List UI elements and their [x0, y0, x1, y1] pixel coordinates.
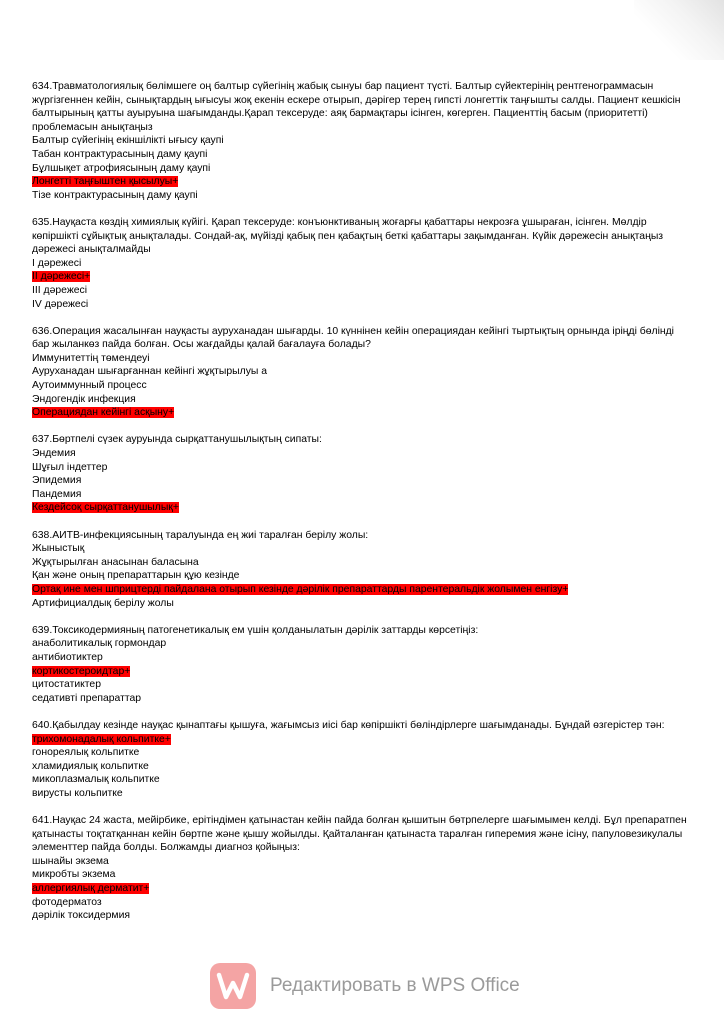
correct-answer-highlight: Ортақ ине мен шприцтерді пайдалана отырып кезінде дәрілік препараттарды парентеральдік жолымен енгізу+ — [32, 583, 569, 595]
answer-option-text: цитостатиктер — [32, 679, 101, 691]
answer-option — [32, 868, 692, 882]
answer-option-text: Иммунитеттің төмендеуі — [32, 352, 150, 364]
question-text: 639.Токсикодермияның патогенетикалық ем үшін қолданылатын дәрілік заттарды көрсетіңіз: — [32, 624, 479, 636]
answer-option — [32, 488, 692, 502]
answer-option — [32, 162, 692, 176]
answer-option-text: Балтыр сүйегінің екіншілікті ығысу қаупі — [32, 135, 224, 147]
answer-option-text: Бұлшықет атрофиясының даму қаупі — [32, 162, 211, 174]
answer-option — [32, 787, 692, 801]
answer-option-text: Тізе контрактурасының даму қаупі — [32, 189, 198, 201]
answer-option — [32, 461, 692, 475]
answer-option-text: Эпидемия — [32, 475, 82, 487]
answer-option-text: антибиотиктер — [32, 651, 103, 663]
question-text: 635.Науқаста көздің химиялық күйігі. Қарап тексеруде: конъюнктиваның жоғарғы қабаттары некрозға ұшыраған, ісінген. Мөлдір көпіршікті сұйықтық анықталады. Сондай-ақ, мүйізді қабық пен қабақтың беткі қабаттары зақымданған. Күйік дәрежесін анықтаңыз — [32, 216, 664, 242]
answer-option-text: седативті препараттар — [32, 692, 142, 704]
question-text: 637.Бөртпелі сүзек ауруында сырқаттанушылықтың сипаты: — [32, 434, 322, 446]
answer-option — [32, 189, 692, 203]
answer-option-text: Табан контрактурасының даму қаупі — [32, 148, 208, 160]
answer-option — [32, 474, 692, 488]
answer-option — [32, 257, 692, 271]
answer-option — [32, 637, 692, 651]
correct-answer-option — [32, 882, 692, 896]
answer-option-text: Ауруханадан шығарғаннан кейінгі жұқтырылуы а — [32, 366, 268, 378]
question-641 — [32, 814, 692, 923]
answer-option-text: микробты экзема — [32, 869, 116, 881]
answer-option — [32, 773, 692, 787]
answer-option-text: Қан және оның препараттарын құю кезінде — [32, 570, 240, 582]
correct-answer-highlight: аллергиялық дерматит+ — [32, 883, 150, 895]
answer-option-text: дәрілік токсидермия — [32, 910, 131, 922]
correct-answer-highlight: Кездейсоқ сырқаттанушылық+ — [32, 502, 179, 514]
answer-option — [32, 542, 692, 556]
answer-option-text: Артифициалдық берілу жолы — [32, 597, 174, 609]
answer-option-text: Эндемия — [32, 448, 76, 460]
answer-option — [32, 569, 692, 583]
correct-answer-option — [32, 270, 692, 284]
answer-option — [32, 678, 692, 692]
answer-option — [32, 651, 692, 665]
answer-option — [32, 134, 692, 148]
question-text: 640.Қабылдау кезінде науқас қынаптағы қышуға, жағымсыз иісі бар көпіршікті бөліндірлерге шағымданады. Бұндай өзгерістер тән: — [32, 719, 665, 731]
document-body — [32, 80, 692, 936]
answer-option — [32, 896, 692, 910]
correct-answer-highlight: Лонгетті таңғыштен қысылуы+ — [32, 176, 179, 188]
correct-answer-option — [32, 175, 692, 189]
question-text: 638.АИТВ-инфекциясының таралуында ең жиі таралған берілу жолы: — [32, 529, 369, 541]
answer-option — [32, 365, 692, 379]
answer-option-text: шынайы экзема — [32, 855, 109, 867]
correct-answer-highlight: II дәрежесі+ — [32, 271, 91, 283]
answer-option-text: вирусты кольпитке — [32, 787, 123, 799]
answer-option-text: Аутоиммунный процесс — [32, 380, 147, 392]
wps-edit-link[interactable]: Редактировать в WPS Office — [270, 975, 520, 996]
page-corner-shadow — [634, 0, 724, 60]
correct-answer-highlight: кортикостероидтар+ — [32, 665, 131, 677]
question-text: 641.Науқас 24 жаста, мейірбике, ерітіндімен қатынастан кейін пайда болған қышитын бөтрпелерге шағымымен келді. Бұл препаратпен қатынасты тоқтатқаннан кейін бөртпе және қышу жойылды. Қайталанған қатынаста таралған гиперемия және ісіну, папуловезикулалы элементтер пайда болды. Болжамды диагноз қойыңыз: — [32, 815, 687, 854]
answer-option-text: фотодерматоз — [32, 896, 102, 908]
answer-option-text: Жыныстық — [32, 543, 85, 555]
correct-answer-option — [32, 665, 692, 679]
answer-option — [32, 298, 692, 312]
answer-option-text: IV дәрежесі — [32, 298, 89, 310]
answer-option — [32, 379, 692, 393]
correct-answer-highlight: Операциядан кейінгі асқыну+ — [32, 407, 175, 419]
answer-option — [32, 352, 692, 366]
question-636 — [32, 325, 692, 420]
answer-option — [32, 597, 692, 611]
answer-option — [32, 556, 692, 570]
answer-option-text: Шұғыл індеттер — [32, 461, 108, 473]
answer-option-text: гонореялық кольпитке — [32, 747, 140, 759]
question-638 — [32, 529, 692, 611]
correct-answer-option — [32, 501, 692, 515]
answer-option-text: III дәрежесі — [32, 284, 88, 296]
answer-option-text: анаболитикалық гормондар — [32, 638, 167, 650]
question-639 — [32, 624, 692, 706]
wps-edit-banner[interactable] — [210, 962, 540, 1010]
correct-answer-option — [32, 583, 692, 597]
question-640 — [32, 719, 692, 801]
answer-option — [32, 692, 692, 706]
answer-option-text: I дәрежесі — [32, 257, 82, 269]
answer-option — [32, 855, 692, 869]
answer-option — [32, 243, 692, 257]
answer-option-text: Жұқтырылған анасынан баласына — [32, 556, 199, 568]
answer-option-text: Эндогендік инфекция — [32, 393, 136, 405]
answer-option-text: дәрежесі анықталмайды — [32, 244, 151, 256]
answer-option-text: Пандемия — [32, 488, 82, 500]
wps-logo-glyph — [216, 971, 250, 1001]
wps-logo-icon[interactable] — [210, 963, 256, 1009]
answer-option — [32, 746, 692, 760]
answer-option — [32, 148, 692, 162]
correct-answer-option — [32, 733, 692, 747]
answer-option — [32, 760, 692, 774]
correct-answer-option — [32, 406, 692, 420]
correct-answer-highlight: трихомонадалық кольпитке+ — [32, 733, 171, 745]
question-634 — [32, 80, 692, 202]
answer-option — [32, 447, 692, 461]
answer-option-text: микоплазмалық кольпитке — [32, 774, 160, 786]
answer-option — [32, 284, 692, 298]
question-637 — [32, 433, 692, 515]
question-text: 636.Операция жасалынған науқасты ауруханадан шығарды. 10 күннінен кейін операциядан кейінгі тыртықтың орнында іріңді бөлінді бар жыланкөз пайда болған. Осы жағдайды қалай бағалауға болады? — [32, 325, 674, 351]
answer-option — [32, 393, 692, 407]
answer-option-text: хламидиялық кольпитке — [32, 760, 149, 772]
question-635 — [32, 216, 692, 311]
question-text: 634.Травматологиялық бөлімшеге оң балтыр сүйегінің жабық сынуы бар пациент түсті. Балтыр сүйектерінің рентгенограммасын жүргізгеннен кейін, сынықтардың ығысуы жоқ екенін ескере отырып, дәрігер терең гипсті лонгеттік таңғышты салды. Пациент кешкісін балтырының қатты ауыруына шағымданды.Қарап тексеруде: аяқ бармақтары ісінген, көгерген. Пациенттің басым (приоритетті) проблемасын анықтаңыз — [32, 81, 681, 133]
answer-option — [32, 909, 692, 923]
